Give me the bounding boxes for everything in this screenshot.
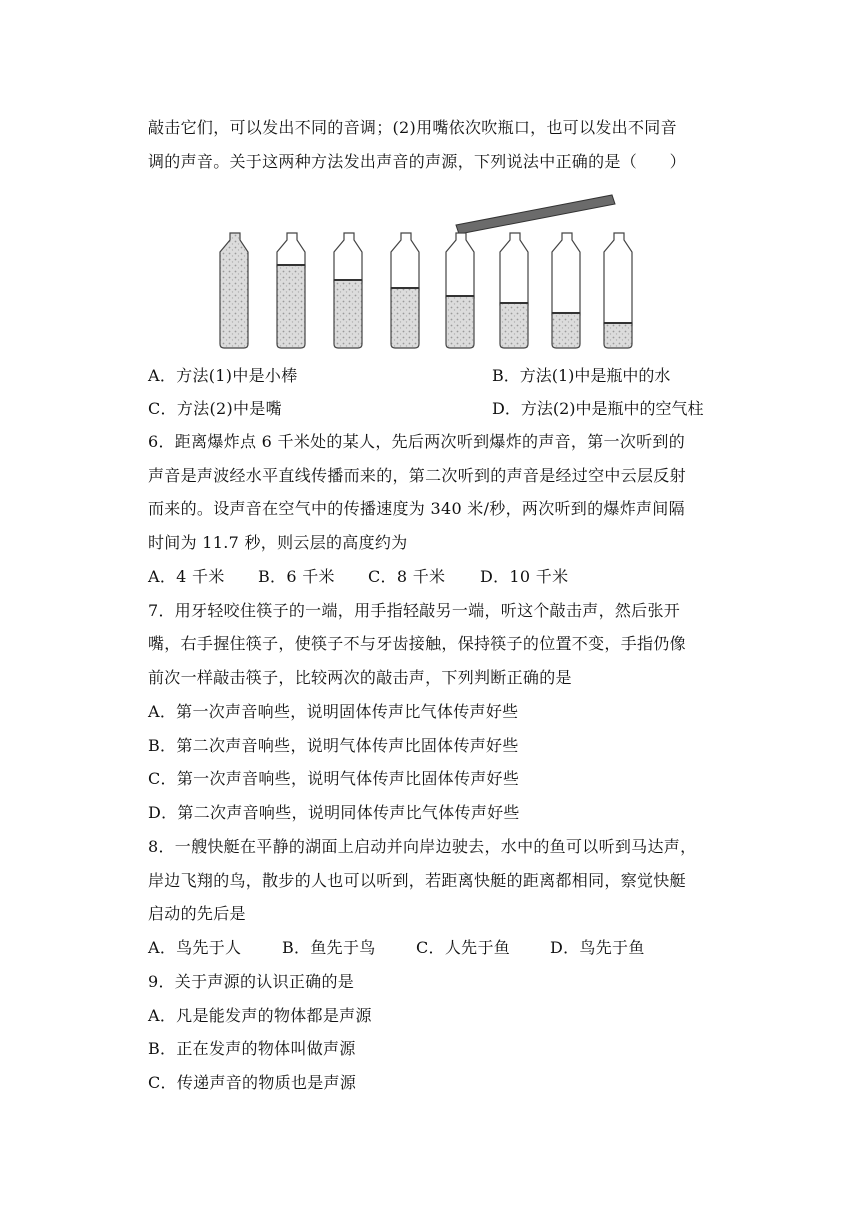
bottle-5 <box>446 233 474 348</box>
q7-option-a: A．第一次声音响些，说明固体传声比气体传声好些 <box>148 702 519 721</box>
q8-text-line-3: 启动的先后是 <box>148 904 246 923</box>
q7-text-line-1: 7．用牙轻咬住筷子的一端，用手指轻敲另一端，听这个敲击声，然后张开 <box>148 601 681 620</box>
q6-text-line-3: 而来的。设声音在空气中的传播速度为 340 米/秒，两次听到的爆炸声间隔 <box>148 499 685 518</box>
q7-option-c: C．第一次声音响些，说明气体传声比固体传声好些 <box>148 769 520 788</box>
bottle-6 <box>500 233 528 348</box>
q5-option-c: C．方法(2)中是嘴 <box>148 399 282 418</box>
q8-option-d: D．鸟先于鱼 <box>550 938 645 957</box>
q8-option-b: B．鱼先于鸟 <box>282 938 376 957</box>
bottles-figure <box>210 192 650 352</box>
q6-option-c: C．8 千米 <box>368 567 446 586</box>
q7-option-b: B．第二次声音响些，说明气体传声比固体传声好些 <box>148 736 519 755</box>
q6-text-line-1: 6．距离爆炸点 6 千米处的某人，先后两次听到爆炸的声音，第一次听到的 <box>148 432 686 451</box>
bottle-3 <box>334 233 362 348</box>
q5-option-a: A．方法(1)中是小棒 <box>148 366 298 385</box>
q6-option-d: D．10 千米 <box>480 567 569 586</box>
bottle-8 <box>604 233 632 348</box>
q5-text-line-1: 敲击它们，可以发出不同的音调；(2)用嘴依次吹瓶口，也可以发出不同音 <box>148 118 677 137</box>
q7-option-d: D．第二次声音响些，说明同体传声比气体传声好些 <box>148 803 520 822</box>
q9-text-line-1: 9．关于声源的认识正确的是 <box>148 972 355 991</box>
bottle-2 <box>277 233 305 348</box>
q6-text-line-4: 时间为 11.7 秒，则云层的高度约为 <box>148 533 408 552</box>
q9-option-b: B．正在发声的物体叫做声源 <box>148 1039 356 1058</box>
bottle-7 <box>552 233 580 348</box>
q5-option-b: B．方法(1)中是瓶中的水 <box>492 366 671 385</box>
q5-text-line-2: 调的声音。关于这两种方法发出声音的声源，下列说法中正确的是（ ） <box>148 152 686 171</box>
q8-text-line-2: 岸边飞翔的鸟，散步的人也可以听到，若距离快艇的距离都相同，察觉快艇 <box>148 871 686 890</box>
q7-text-line-3: 前次一样敲击筷子，比较两次的敲击声，下列判断正确的是 <box>148 668 572 687</box>
q8-option-c: C．人先于鱼 <box>416 938 511 957</box>
q8-text-line-1: 8．一艘快艇在平静的湖面上启动并向岸边驶去，水中的鱼可以听到马达声， <box>148 837 697 856</box>
q9-option-c: C．传递声音的物质也是声源 <box>148 1073 357 1092</box>
q8-option-a: A．鸟先于人 <box>148 938 242 957</box>
q8-options <box>148 938 645 958</box>
q6-options <box>148 567 568 587</box>
q5-option-d: D．方法(2)中是瓶中的空气柱 <box>492 399 704 418</box>
bottle-4 <box>391 233 419 348</box>
q6-option-b: B．6 千米 <box>258 567 335 586</box>
bottle-1 <box>220 233 248 348</box>
q9-option-a: A．凡是能发声的物体都是声源 <box>148 1006 372 1025</box>
stick <box>456 195 615 234</box>
q6-text-line-2: 声音是声波经水平直线传播而来的，第二次听到的声音是经过空中云层反射 <box>148 466 686 485</box>
q7-text-line-2: 嘴，右手握住筷子，使筷子不与牙齿接触，保持筷子的位置不变，手指仍像 <box>148 634 686 653</box>
q6-option-a: A．4 千米 <box>148 567 225 586</box>
